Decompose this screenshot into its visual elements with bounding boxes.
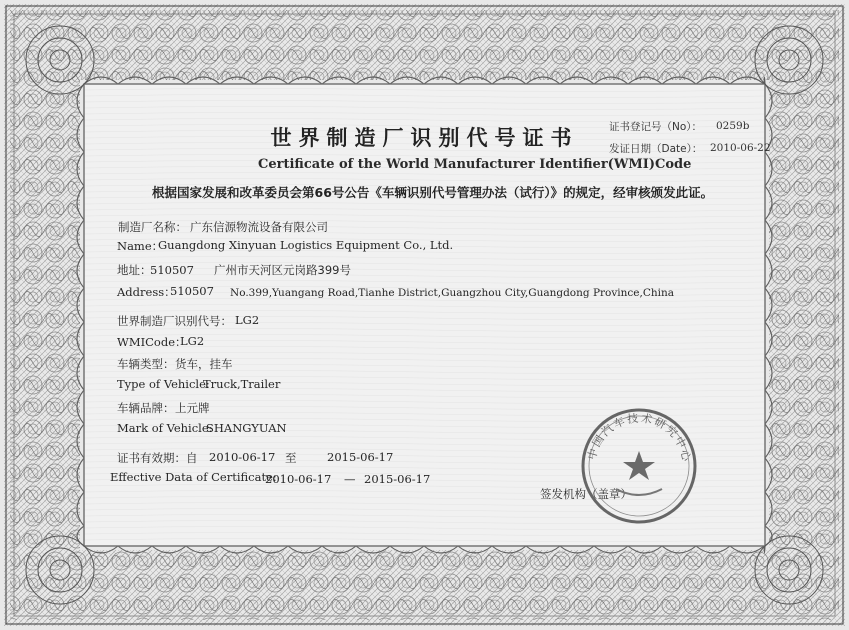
reg-no-value: 0259b: [716, 120, 750, 132]
reg-no-label: 证书登记号（No）：: [609, 121, 703, 133]
wmi-cn-label: 世界制造厂识别代号：: [117, 314, 232, 328]
brand-cn-value: 上元牌: [175, 401, 210, 415]
validity-cn-to-word: 至: [285, 451, 297, 465]
address-cn-postcode: 510507: [150, 263, 194, 277]
wmi-en-value: LG2: [180, 334, 205, 348]
seal-star-icon: [623, 451, 655, 480]
brand-cn-label: 车辆品牌：: [117, 401, 175, 415]
vehicle-type-en-label: Type of Vehicle:: [117, 377, 210, 391]
validity-cn-label: 证书有效期：自: [117, 451, 198, 465]
address-en-value: No.399,Yuangang Road,Tianhe District,Guangzhou City,Guangdong Province,China: [230, 287, 675, 299]
validity-en-label: Effective Data of Certificate:: [110, 470, 277, 484]
official-seal: [578, 405, 700, 527]
wmi-cn-value: LG2: [235, 313, 260, 327]
name-cn-label: 制造厂名称：: [118, 220, 187, 234]
validity-cn-from: 2010-06-17: [209, 450, 276, 464]
address-en-label: Address：: [117, 285, 176, 299]
address-cn-value: 广州市天河区元岗路399号: [214, 263, 351, 277]
intro-statement: 根据国家发展和改革委员会第66号公告《车辆识别代号管理办法（试行）》的规定，经审核颁发此证。: [152, 185, 714, 200]
address-en-postcode: 510507: [170, 284, 214, 298]
issue-date-label: 发证日期（Date）：: [609, 143, 703, 155]
brand-en-label: Mark of Vehicle:: [117, 421, 213, 435]
issue-date-value: 2010-06-22: [710, 142, 771, 154]
validity-en-from: 2010-06-17: [265, 472, 332, 486]
name-en-value: Guangdong Xinyuan Logistics Equipment Co., Ltd.: [158, 238, 454, 252]
name-cn-value: 广东信源物流设备有限公司: [190, 220, 328, 234]
brand-en-value: SHANGYUAN: [206, 421, 287, 435]
validity-cn-to: 2015-06-17: [327, 450, 394, 464]
vehicle-type-cn-value: 货车，挂车: [175, 357, 233, 371]
address-cn-label: 地址：: [117, 263, 152, 277]
validity-en-to: 2015-06-17: [364, 472, 431, 486]
issuer-label: 签发机构（盖章）: [540, 487, 632, 501]
certificate-title-en: Certificate of the World Manufacturer Identifier(WMI)Code: [258, 157, 692, 172]
wmi-en-label: WMICode：: [117, 335, 187, 349]
vehicle-type-cn-label: 车辆类型：: [117, 357, 175, 371]
validity-en-dash: —: [344, 472, 356, 486]
certificate-title-cn: 世界制造厂识别代号证书: [270, 126, 579, 150]
vehicle-type-en-value: Truck,Trailer: [203, 377, 281, 391]
name-en-label: Name：: [117, 239, 164, 253]
seal-text: 中国汽车技术研究中心: [585, 411, 694, 465]
